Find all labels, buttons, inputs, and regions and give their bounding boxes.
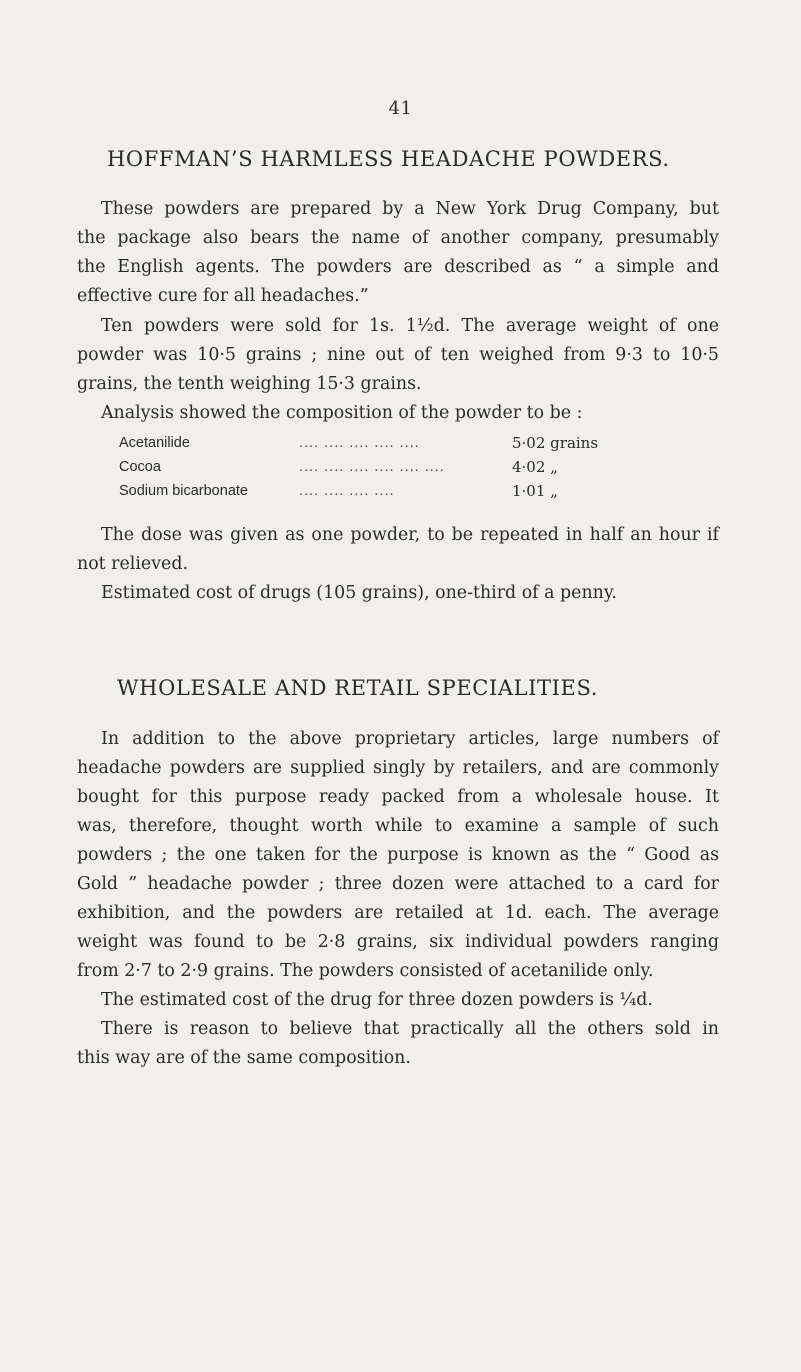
paragraph-line: exhibition, and the powders are retailed at 1d. each. The average — [77, 903, 719, 923]
paragraph-line: the package also bears the name of another company, presumably — [77, 228, 719, 248]
ingredient-value: 5·02 grains — [512, 434, 599, 452]
paragraph-line: this way are of the same composition. — [77, 1048, 411, 1068]
paragraph-line: weight was found to be 2·8 grains, six individual powders ranging — [77, 932, 719, 952]
ingredient-value: 4·02 „ — [512, 458, 558, 476]
ingredient-name: Cocoa — [119, 459, 161, 475]
paragraph-line: The estimated cost of the drug for three dozen powders is ¼d. — [101, 990, 653, 1010]
paragraph-line: powder was 10·5 grains ; nine out of ten weighed from 9·3 to 10·5 — [77, 345, 719, 365]
paragraph-line: Gold ” headache powder ; three dozen were attached to a card for — [77, 874, 719, 894]
paragraph-line: effective cure for all headaches.” — [77, 286, 369, 306]
paragraph-line: bought for this purpose ready packed from a wholesale house. It — [77, 787, 719, 807]
paragraph-line: not relieved. — [77, 554, 188, 574]
paragraph-line: Analysis showed the composition of the powder to be : — [101, 403, 583, 423]
paragraph-line: was, therefore, thought worth while to examine a sample of such — [77, 816, 719, 836]
dot-leader: .... .... .... .... — [299, 483, 395, 499]
paragraph-line: the English agents. The powders are described as “ a simple and — [77, 257, 719, 277]
section-heading-hoffman: HOFFMAN’S HARMLESS HEADACHE POWDERS. — [107, 147, 670, 171]
ingredient-name: Sodium bicarbonate — [119, 483, 248, 499]
dot-leader: .... .... .... .... .... — [299, 435, 420, 451]
paragraph-line: In addition to the above proprietary articles, large numbers of — [101, 729, 719, 749]
paragraph-line: headache powders are supplied singly by retailers, and are commonly — [77, 758, 719, 778]
paragraph-line: The dose was given as one powder, to be repeated in half an hour if — [101, 525, 719, 545]
paragraph-line: grains, the tenth weighing 15·3 grains. — [77, 374, 422, 394]
page-number: 41 — [388, 98, 413, 119]
section-heading-wholesale: WHOLESALE AND RETAIL SPECIALITIES. — [117, 676, 598, 700]
paragraph-line: Ten powders were sold for 1s. 1½d. The average weight of one — [101, 316, 719, 336]
paragraph-line: powders ; the one taken for the purpose is known as the “ Good as — [77, 845, 719, 865]
ingredient-name: Acetanilide — [119, 435, 190, 451]
paragraph-line: There is reason to believe that practically all the others sold in — [101, 1019, 719, 1039]
paragraph-line: from 2·7 to 2·9 grains. The powders consisted of acetanilide only. — [77, 961, 654, 981]
paragraph-line: These powders are prepared by a New York Drug Company, but — [101, 199, 719, 219]
paragraph-line: Estimated cost of drugs (105 grains), one-third of a penny. — [101, 583, 617, 603]
ingredient-value: 1·01 „ — [512, 482, 558, 500]
dot-leader: .... .... .... .... .... .... — [299, 459, 445, 475]
